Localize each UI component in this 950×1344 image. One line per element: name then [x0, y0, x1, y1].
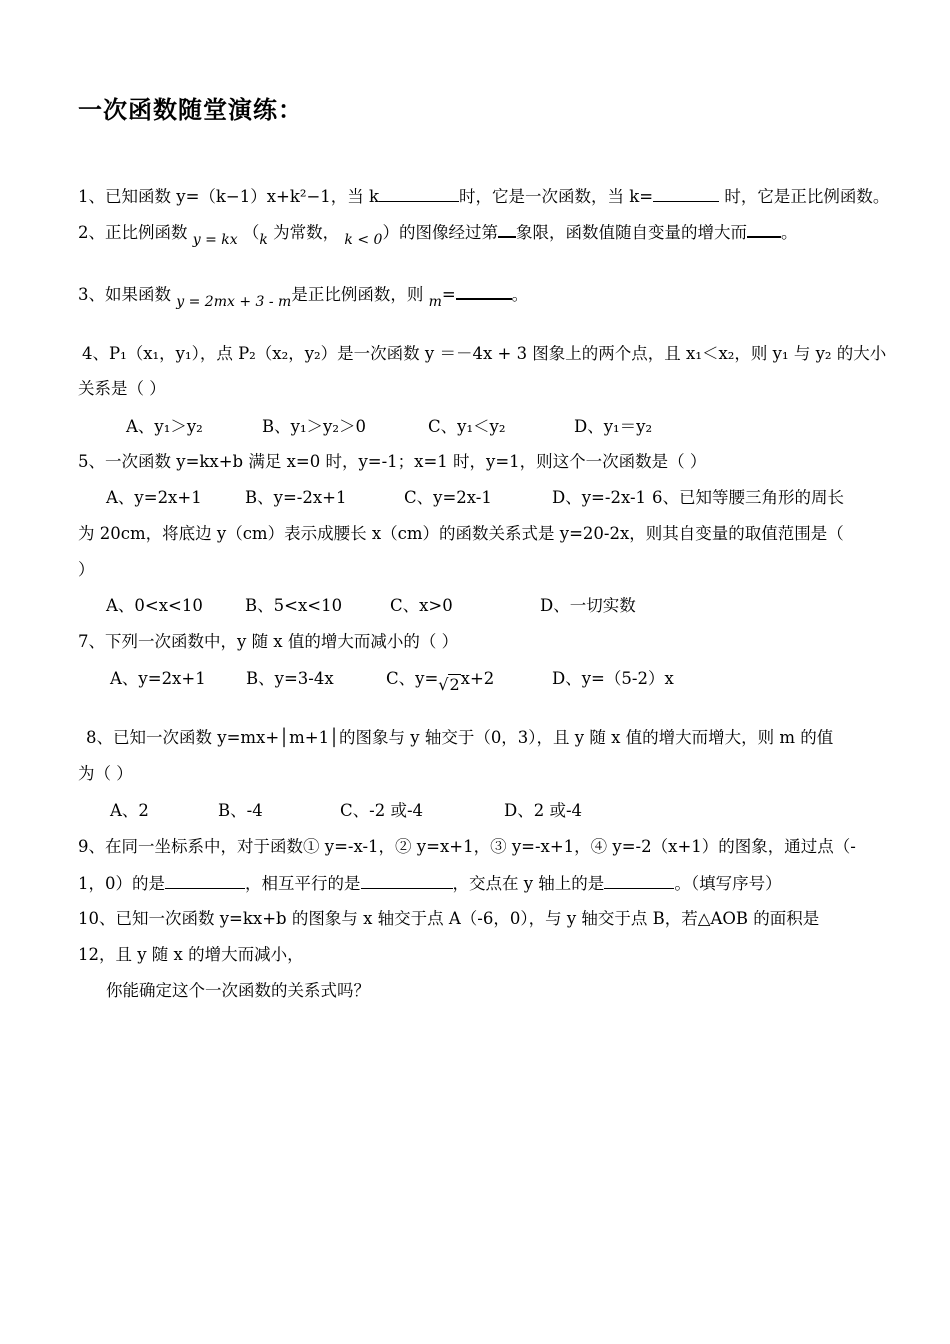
q4-option-d[interactable]: D、y₁＝y₂ [574, 417, 653, 436]
question-6-line-1: 6、已知等腰三角形的周长 [652, 488, 844, 507]
q7-option-b[interactable]: B、y=3-4x [246, 669, 334, 688]
question-8-line-1: 8、已知一次函数 y=mx+│m+1│的图象与 y 轴交于（0，3），且 y 随 x 值的增大而增大，则 m 的值 [86, 728, 834, 747]
question-4-line-1: 4、P₁（x₁，y₁），点 P₂（x₂，y₂）是一次函数 y ＝－4x + 3 图象上的两个点，且 x₁＜x₂，则 y₁ 与 y₂ 的大小 [82, 344, 887, 363]
q3-formula: y = 2mx + 3 - m [176, 294, 292, 310]
question-10-line-1: 10、已知一次函数 y=kx+b 的图象与 x 轴交于点 A（-6，0），与 y 轴交于点 B，若△AOB 的面积是 [78, 909, 820, 928]
q1-prefix: 1、已知函数 y=（k−1）x+k²−1，当 k [78, 187, 380, 206]
q9-part-b: ，相互平行的是 [245, 874, 361, 893]
q4-option-a[interactable]: A、y₁＞y₂ [126, 417, 203, 436]
q2-end: 。 [780, 223, 798, 242]
q6-option-b[interactable]: B、5<x<10 [245, 596, 343, 615]
q6-option-a[interactable]: A、0<x<10 [106, 596, 203, 615]
q2-const: 为常数， [273, 223, 340, 242]
q1-suffix: 时，它是正比例函数。 [719, 187, 890, 206]
q3-blank[interactable] [456, 284, 512, 300]
q9-blank-2[interactable] [361, 872, 453, 889]
q1-blank-2[interactable] [653, 185, 719, 202]
q7-option-d[interactable]: D、y=（5-2）x [552, 669, 674, 688]
question-3 [78, 284, 529, 310]
q5-option-b[interactable]: B、y=-2x+1 [245, 488, 347, 507]
q5-option-d[interactable]: D、y=-2x-1 [552, 488, 647, 507]
page-title: 一次函数随堂演练： [78, 95, 303, 124]
q1-mid: 时，它是一次函数，当 k= [459, 187, 654, 206]
question-6-line-3: ） [78, 560, 95, 579]
q9-part-a: 1，0）的是 [78, 874, 165, 893]
q8-option-a[interactable]: A、2 [110, 801, 149, 820]
q2-mid: 象限，函数值随自变量的增大而 [515, 223, 747, 242]
question-2 [78, 222, 798, 248]
question-9-line-1: 9、在同一坐标系中，对于函数① y=-x-1，② y=x+1，③ y=-x+1，④ y=-2（x+1）的图象，通过点（- [78, 837, 856, 856]
q3-m: m [428, 294, 442, 310]
q9-blank-1[interactable] [165, 872, 245, 889]
q8-option-b[interactable]: B、-4 [218, 801, 263, 820]
q8-option-d[interactable]: D、2 或-4 [504, 801, 583, 820]
q1-blank-1[interactable] [379, 185, 459, 202]
q3-prefix: 3、如果函数 [78, 285, 171, 304]
q4-option-b[interactable]: B、y₁＞y₂＞0 [262, 417, 366, 436]
q2-rest: ）的图像经过第 [382, 223, 498, 242]
question-4-line-2: 关系是（ ） [78, 379, 166, 398]
q2-condition: k < 0 [344, 232, 383, 248]
q7-option-a[interactable]: A、y=2x+1 [110, 669, 206, 688]
q2-paren: （ [242, 223, 260, 242]
question-10-line-2: 12，且 y 随 x 的增大而减小， [78, 945, 304, 964]
q2-blank-1[interactable] [498, 222, 516, 238]
q2-prefix: 2、正比例函数 [78, 223, 188, 242]
q3-mid: 是正比例函数，则 [291, 285, 424, 304]
q3-eq: = [441, 285, 456, 304]
q7-option-c[interactable] [386, 668, 495, 694]
q9-blank-3[interactable] [604, 872, 674, 889]
q6-option-d[interactable]: D、一切实数 [540, 596, 636, 615]
q5-option-a[interactable]: A、y=2x+1 [106, 488, 202, 507]
question-10-line-3: 你能确定这个一次函数的关系式吗？ [106, 981, 370, 1000]
question-8-line-2: 为（ ） [78, 764, 133, 783]
q2-blank-2[interactable] [747, 222, 781, 238]
question-5: 5、一次函数 y=kx+b 满足 x=0 时，y=-1；x=1 时，y=1，则这个一次函数是（ ） [78, 452, 707, 471]
q9-part-c: ，交点在 y 轴上的是 [452, 874, 605, 893]
q7-option-c-suffix: x+2 [460, 669, 495, 688]
question-1 [78, 185, 889, 208]
q8-option-c[interactable]: C、-2 或-4 [340, 801, 424, 820]
q3-end: 。 [511, 285, 529, 304]
q2-formula: y = kx [192, 232, 238, 248]
question-9-line-2 [78, 872, 782, 895]
q6-option-c[interactable]: C、x>0 [390, 596, 453, 615]
sqrt-radicand: 2 [449, 675, 460, 694]
question-6-line-2: 为 20cm，将底边 y（cm）表示成腰长 x（cm）的函数关系式是 y=20-2x，则其自变量的取值范围是（ [78, 524, 844, 543]
q7-option-c-prefix: C、y= [386, 669, 439, 688]
question-7: 7、下列一次函数中，y 随 x 值的增大而减小的（ ） [78, 632, 459, 651]
q4-option-c[interactable]: C、y₁＜y₂ [428, 417, 506, 436]
sqrt-symbol: √2 [438, 675, 460, 694]
q9-part-d: 。（填写序号） [674, 874, 782, 893]
q5-option-c[interactable]: C、y=2x-1 [404, 488, 492, 507]
q2-k: k [259, 232, 268, 248]
